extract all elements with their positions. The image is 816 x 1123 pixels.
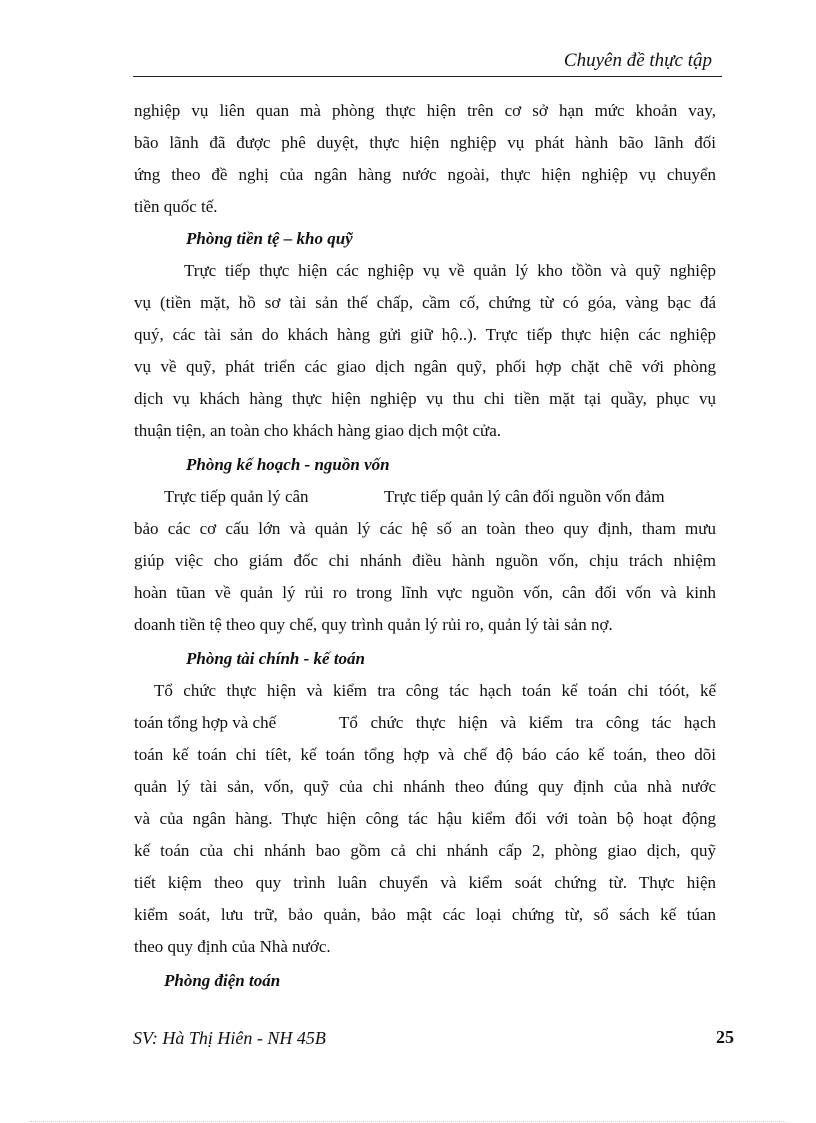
page-number: 25 [716,1027,734,1047]
paragraph-line: nghiệp vụ liên quan mà phòng thực hiện trên cơ sở hạn mức khoản vay, [134,101,716,120]
paragraph-line: tiết kiệm theo quy trình luân chuyển và kiểm soát chứng từ. Thực hiện [134,873,716,892]
paragraph-line: thuận tiện, an toàn cho khách hàng giao dịch một cửa. [134,421,502,440]
paragraph-line: theo quy định của Nhà nước. [134,937,331,956]
paragraph-line: quản lý tài sản, vốn, quỹ của chi nhánh theo đúng quy định của nhà nước [134,777,716,796]
section-heading: Phòng tài chính - kế toán [186,649,366,668]
paragraph-line: vụ (tiền mặt, hồ sơ tài sản thế chấp, cầm cố, chứng từ có góa, vàng bạc đá [134,293,716,312]
paragraph-line: và của ngân hàng. Thực hiện công tác hậu kiểm đối với toàn bộ hoạt động [134,809,716,828]
paragraph-line: Tổ chức thực hiện và kiểm tra công tác hạch toán kế toán chi tóót, kế [154,681,716,700]
paragraph-line: kiểm soát, lưu trữ, bảo quản, bảo mật các loại chứng từ, sổ sách kế túan [134,905,716,924]
paragraph-line: Trực tiếp quản lý cân đối nguồn vốn đảm [384,487,665,506]
paragraph-line: vụ về quỹ, phát triển các giao dịch ngân quỹ, phối hợp chặt chẽ với phòng [134,357,716,376]
paragraph-line: ứng theo đề nghị của ngân hàng nước ngoài, thực hiện nghiệp vụ chuyển [134,165,716,184]
paragraph-line: toán kế toán chi tíêt, kế toán tổng hợp và chế độ báo cáo kế toán, theo dõi [134,745,716,764]
running-header-title: Chuyên đề thực tập [563,50,712,71]
paragraph-line: kế toán của chi nhánh bao gồm cả chi nhánh cấp 2, phòng giao dịch, quỹ [134,841,716,860]
section-heading: Phòng kế hoạch - nguồn vốn [186,455,390,474]
footer-author: SV: Hà Thị Hiên - NH 45B [133,1028,326,1048]
paragraph-line: dịch vụ khách hàng thực hiện nghiệp vụ thu chi tiền mặt tại quầy, phục vụ [134,389,716,408]
paragraph-line: quý, các tài sản do khách hàng gửi giữ hộ..). Trực tiếp thực hiện các nghiệp [134,325,716,344]
page-edge-divider [30,1121,786,1122]
section-heading: Phòng tiền tệ – kho quỹ [186,229,353,248]
paragraph-line: doanh tiền tệ theo quy chế, quy trình quản lý rủi ro, quản lý tài sản nợ. [134,615,613,634]
paragraph-line: Tổ chức thực hiện và kiểm tra công tác hạch [339,713,716,732]
section-heading: Phòng điện toán [164,971,281,990]
paragraph-line: hoàn tũan về quản lý rủi ro trong lĩnh vực nguồn vốn, cân đối vốn và kinh [134,583,716,602]
paragraph-line: toán tổng hợp và chế [134,713,277,732]
paragraph-line: Trực tiếp quản lý cân [164,487,309,506]
paragraph-line: bão lãnh đã được phê duyệt, thực hiện nghiệp vụ phát hành bão lãnh đối [134,133,716,152]
paragraph-line: giúp việc cho giám đốc chi nhánh điều hành nguồn vốn, chịu trách nhiệm [134,551,716,570]
paragraph-line: Trực tiếp thực hiện các nghiệp vụ về quản lý kho tồồn và quỹ nghiệp [184,261,716,280]
paragraph-line: bảo các cơ cấu lớn và quản lý các hệ số an toàn theo quy định, tham mưu [134,519,716,538]
paragraph-line: tiền quốc tế. [134,197,218,216]
